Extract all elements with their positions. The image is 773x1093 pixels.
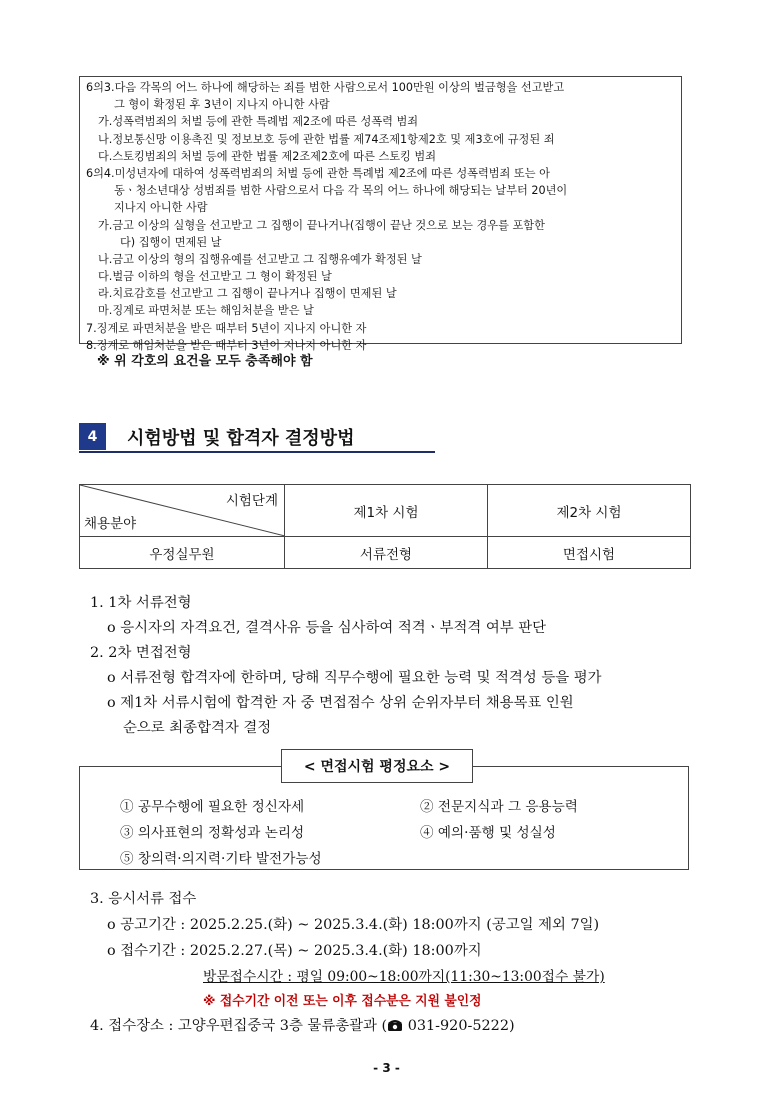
receipt-warning: ※ 접수기간 이전 또는 이후 접수분은 지원 불인정 — [203, 994, 482, 1009]
corner-label-field: 채용분야 — [84, 516, 137, 532]
notice-period: o 공고기간 : 2025.2.25.(화) ~ 2025.3.4.(화) 18:00까지 (공고일 제외 7일) — [107, 917, 600, 933]
table-cell: 우정실무원 — [80, 537, 285, 569]
disq-line: 마.징계로 파면처분 또는 해임처분을 받은 날 — [98, 304, 314, 318]
receipt-period: o 접수기간 : 2025.2.27.(목) ~ 2025.3.4.(화) 18:00까지 — [107, 943, 482, 959]
phone-number: 031-920-5222) — [403, 1018, 515, 1034]
disq-line: 나.금고 이상의 형의 집행유예를 선고받고 그 집행유예가 확정된 날 — [98, 252, 422, 266]
disq-line: 6의3.다음 각목의 어느 하나에 해당하는 죄를 범한 사람으로서 100만원 이상의 벌금형을 선고받고 — [86, 81, 565, 94]
criteria-item: ⑤ 창의력·의지력·기타 발전가능성 — [120, 851, 322, 867]
step1-title: 1. 1차 서류전형 — [90, 595, 192, 611]
step2-title: 2. 2차 면접전형 — [90, 645, 192, 661]
step2-item: o 서류전형 합격자에 한하며, 당해 직무수행에 필요한 능력 및 적격성 등을 평가 — [107, 670, 602, 686]
criteria-item: ① 공무수행에 필요한 정신자세 — [120, 799, 305, 815]
receipt-location — [90, 1016, 515, 1038]
criteria-item: ③ 의사표현의 정확성과 논리성 — [120, 825, 305, 841]
table-corner-cell — [80, 485, 285, 537]
disq-line: 동ㆍ청소년대상 성범죄를 범한 사람으로서 다음 각 목의 어느 하나에 해당되는 날부터 20년이 — [114, 184, 568, 198]
section-title: 시험방법 및 합격자 결정방법 — [127, 428, 355, 449]
location-text: 4. 접수장소 : 고양우편집중국 3층 물류총괄과 ( — [90, 1018, 388, 1034]
disq-line: 다.스토킹범죄의 처벌 등에 관한 법률 제2조제2호에 따른 스토킹 범죄 — [98, 149, 437, 163]
step2-item: o 제1차 서류시험에 합격한 자 중 면접점수 상위 순위자부터 채용목표 인원 — [107, 695, 574, 711]
table-header: 제1차 시험 — [285, 485, 488, 537]
requirement-note: ※ 위 각호의 요건을 모두 충족해야 함 — [97, 354, 313, 369]
visit-hours: 방문접수시간 : 평일 09:00~18:00까지(11:30~13:00접수 불가) — [203, 969, 605, 985]
disq-line: 그 형이 확정된 후 3년이 지나지 아니한 사람 — [114, 98, 330, 112]
criteria-item: ④ 예의·품행 및 성실성 — [420, 825, 556, 841]
table-row — [80, 537, 691, 569]
application-title: 3. 응시서류 접수 — [90, 891, 197, 907]
step1-item: o 응시자의 자격요건, 결격사유 등을 심사하여 적격ㆍ부적격 여부 판단 — [107, 620, 547, 636]
disq-line: 가.금고 이상의 실형을 선고받고 그 집행이 끝나거나(집행이 끝난 것으로 보는 경우를 포함한 — [98, 218, 545, 232]
corner-label-stage: 시험단계 — [225, 493, 278, 509]
disq-line: 지나지 아니한 사람 — [114, 201, 208, 215]
table-header: 제2차 시험 — [488, 485, 691, 537]
page-number: - 3 - — [373, 1061, 400, 1075]
exam-stage-table — [79, 484, 691, 569]
disq-line: 7.징계로 파면처분을 받은 때부터 5년이 지나지 아니한 자 — [86, 321, 367, 335]
disq-line: 다.벌금 이하의 형을 선고받고 그 형이 확정된 날 — [98, 270, 332, 284]
section-number-badge: 4 — [79, 423, 106, 450]
criteria-item: ② 전문지식과 그 응용능력 — [420, 799, 578, 815]
disq-line: 6의4.미성년자에 대하여 성폭력범죄의 처벌 등에 관한 특례법 제2조에 따른 성폭력범죄 또는 아 — [86, 166, 550, 180]
criteria-title: < 면접시험 평정요소 > — [281, 749, 473, 783]
disq-line: 가.성폭력범죄의 처벌 등에 관한 특례법 제2조에 따른 성폭력 범죄 — [98, 115, 419, 129]
disq-line: 나.정보통신망 이용촉진 및 정보보호 등에 관한 법률 제74조제1항제2호 및 제3호에 규정된 죄 — [98, 132, 555, 146]
disq-line: 다) 집행이 면제된 날 — [120, 235, 222, 249]
disqualification-box — [79, 76, 682, 352]
section-heading — [79, 421, 435, 453]
disq-line: 8.징계로 해임처분을 받은 때부터 3년이 지나지 아니한 자 — [86, 338, 367, 352]
disq-line: 라.치료감호를 선고받고 그 집행이 끝나거나 집행이 면제된 날 — [98, 287, 397, 301]
table-cell: 면접시험 — [488, 537, 691, 569]
step2-item-cont: 순으로 최종합격자 결정 — [123, 720, 272, 736]
phone-icon — [387, 1018, 403, 1038]
table-cell: 서류전형 — [285, 537, 488, 569]
